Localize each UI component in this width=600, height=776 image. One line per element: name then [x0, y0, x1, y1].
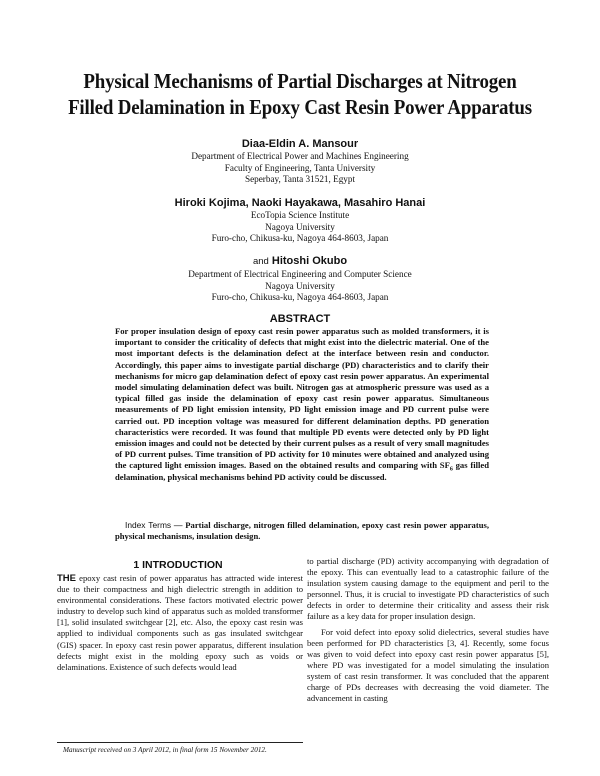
author-prefix: and [252, 256, 269, 267]
paper-title [66, 68, 534, 120]
affiliation-line: Department of Electrical Power and Machines Engineering [191, 151, 409, 161]
affiliation-line: Seperbay, Tanta 31521, Egypt [244, 174, 356, 184]
affiliation-line: EcoTopia Science Institute [250, 210, 350, 220]
affiliation-line: Nagoya University [265, 280, 335, 291]
affiliation-line: Nagoya University [265, 221, 335, 232]
index-terms-text: — Partial discharge, nitrogen filled delamination, epoxy cast resin power apparatus, physical mechanisms, insulation design. [115, 520, 489, 542]
section-heading: 1 INTRODUCTION [133, 559, 223, 571]
right-column [307, 556, 549, 704]
author-name [60, 254, 540, 269]
abstract-text-part: For proper insulation design of epoxy cast resin power apparatus such as molded transformers, it is important to consider the criticality of defects that might exist into the dielectric material. One of the most important defects is the delamination defect at the interface between resin and conductor. Accordingly, this paper aims to investigate partial discharge (PD) characteristics and to clarify their mechanisms for micro gap delamination defect of epoxy cast resin power apparatus. An experimental model simulating delamination defect was built. Nitrogen gas at atmospheric pressure was used as a typical filled gas inside the delamination of epoxy cast resin power apparatus. Simultaneous measurements of PD light emission intensity, PD light emission image and PD current pulse were carried out. PD inception voltage was measured for different delamination depths. PD generation characteristics were recorded. It was found that multiple PD events were detected only by PD light emission images and could not be detected by their current pulses as a result of very small magnitudes of PD current pulses. Time transition of PD activity for 10 minutes were obtained and analyzed using the captured light emission images. Based on the obtained results and comparing with SF [115, 326, 489, 471]
title-line: Physical Mechanisms of Partial Discharges at Nitrogen [83, 69, 517, 93]
paragraph-text: epoxy cast resin of power apparatus has attracted wide interest due to their compactness and high dielectric strength in addition to environmental considerations. These factors motivated electric power industry to develop such kind of apparatus such as molded transformer [1], solid insulated switchgear [2], etc. Also, the epoxy cast resin was applied to individual components such as gas insulated switchgear (GIS) spacer. In epoxy cast resin power apparatus, different insulation defects might exist in the molding epoxy such as voids or delaminations. Existence of such defects would lead [57, 573, 303, 672]
footnote: Manuscript received on 3 April 2012, in final form 15 November 2012. [63, 746, 267, 754]
abstract-text [115, 326, 489, 483]
footnote-divider [57, 742, 303, 743]
author-block [60, 254, 540, 304]
affiliation-line: Department of Electrical Engineering and Computer Science [188, 269, 412, 279]
affiliation-line: Faculty of Engineering, Tanta University [224, 162, 376, 173]
index-terms-label: Index Terms [125, 520, 172, 530]
author-name-text: Hitoshi Okubo [271, 255, 348, 267]
subscript: 6 [449, 467, 453, 474]
author-name: Hiroki Kojima, Naoki Hayakawa, Masahiro Hanai [174, 197, 426, 209]
abstract-text-part: gas filled delamination, physical mechanisms behind PD activity could be discussed. [115, 460, 489, 482]
abstract-heading: ABSTRACT [269, 313, 331, 325]
title-line: Filled Delamination in Epoxy Cast Resin Power Apparatus [68, 95, 532, 119]
author-block [60, 196, 540, 245]
author-block [60, 137, 540, 186]
index-terms [115, 520, 489, 542]
paragraph [57, 573, 303, 673]
affiliation-line: Furo-cho, Chikusa-ku, Nagoya 464-8603, Japan [211, 292, 389, 302]
author-name: Diaa-Eldin A. Mansour [241, 138, 359, 150]
lead-word: THE [57, 573, 76, 584]
paragraph: For void defect into epoxy solid dielectrics, several studies have been performed for PD characteristics [3, 4]. Recently, some focus was given to void defect into epoxy cast resin power apparatus [5], where PD was investigated for a model simulating the insulation system of cast resin transformer. It was concluded that the apparent charge of PDs decreases with decreasing the void diameter. The advancement in casting [307, 626, 549, 704]
left-column [57, 573, 303, 673]
affiliation-line: Furo-cho, Chikusa-ku, Nagoya 464-8603, Japan [211, 233, 389, 243]
paragraph: to partial discharge (PD) activity accompanying with degradation of the epoxy. This can eventually lead to a catastrophic failure of the insulation system causing damage to the equipment and peril to the personnel. Thus, it is crucial to investigate PD characteristics of such defects in order to determine their criticality and assess their risk failure as a key data for proper insulation design. [307, 556, 549, 622]
